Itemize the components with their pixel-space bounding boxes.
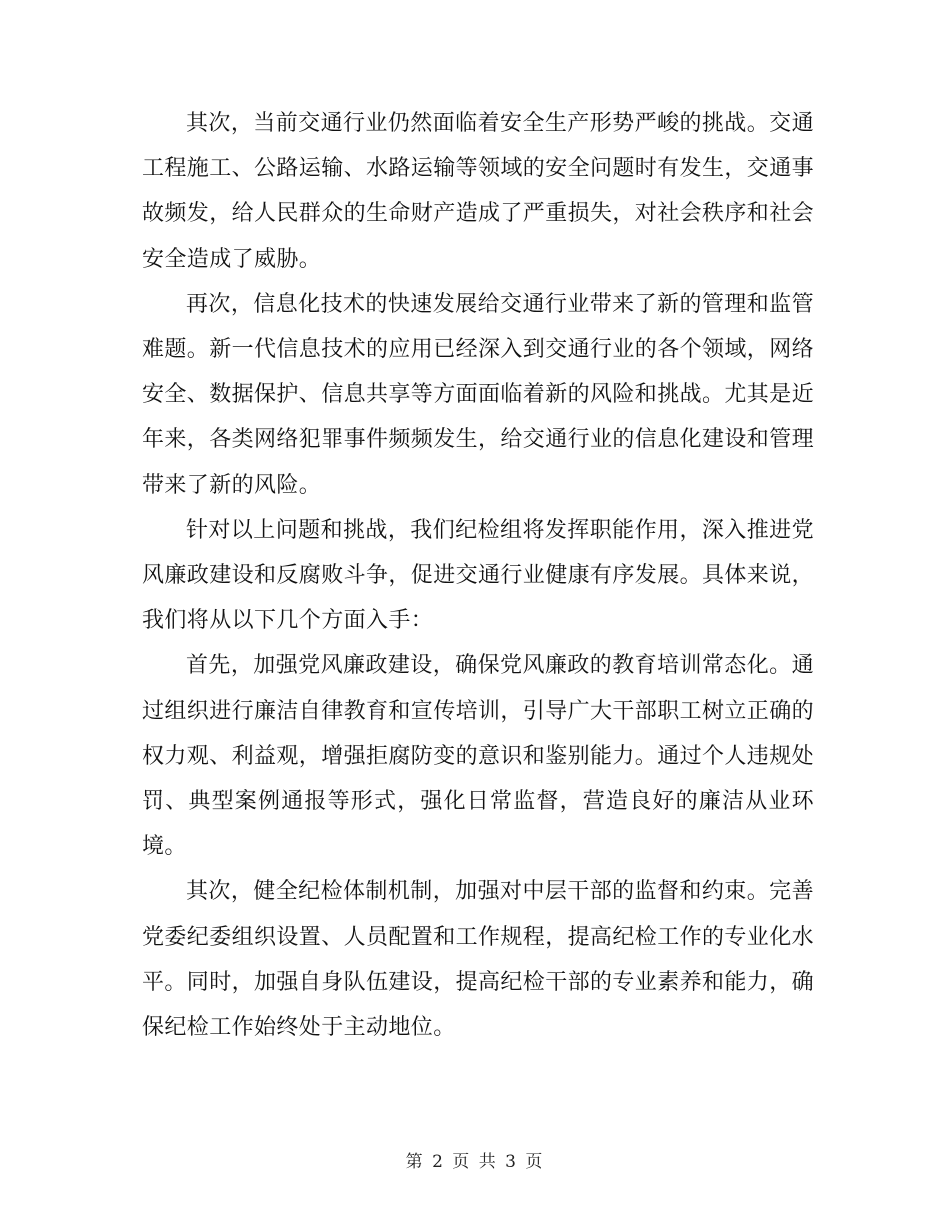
paragraph-response-plan: 针对以上问题和挑战，我们纪检组将发挥职能作用，深入推进党风廉政建设和反腐败斗争，促进交通行业健康有序发展。具体来说，我们将从以下几个方面入手： [142,517,815,634]
paragraph-discipline-mechanism: 其次，健全纪检体制机制，加强对中层干部的监督和约束。完善党委纪委组织设置、人员配置和工作规程，提高纪检工作的专业化水平。同时，加强自身队伍建设，提高纪检干部的专业素养和能力，确保纪检工作始终处于主动地位。 [142,879,815,1041]
paragraph-integrity-education: 首先，加强党风廉政建设，确保党风廉政的教育培训常态化。通过组织进行廉洁自律教育和宣传培训，引导广大干部职工树立正确的权力观、利益观，增强拒腐防变的意识和鉴别能力。通过个人违规处罚、典型案例通报等形式，强化日常监督，营造良好的廉洁从业环境。 [142,653,815,860]
paragraph-information-technology: 再次，信息化技术的快速发展给交通行业带来了新的管理和监管难题。新一代信息技术的应用已经深入到交通行业的各个领域，网络安全、数据保护、信息共享等方面面临着新的风险和挑战。尤其是近年来，各类网络犯罪事件频频发生，给交通行业的信息化建设和管理带来了新的风险。 [142,291,815,498]
document-body [142,101,814,1050]
paragraph-safety-challenges: 其次，当前交通行业仍然面临着安全生产形势严峻的挑战。交通工程施工、公路运输、水路运输等领域的安全问题时有发生，交通事故频发，给人民群众的生命财产造成了严重损失，对社会秩序和社会安全造成了威胁。 [142,111,815,272]
page-number-footer: 第 2 页 共 3 页 [405,1152,545,1172]
